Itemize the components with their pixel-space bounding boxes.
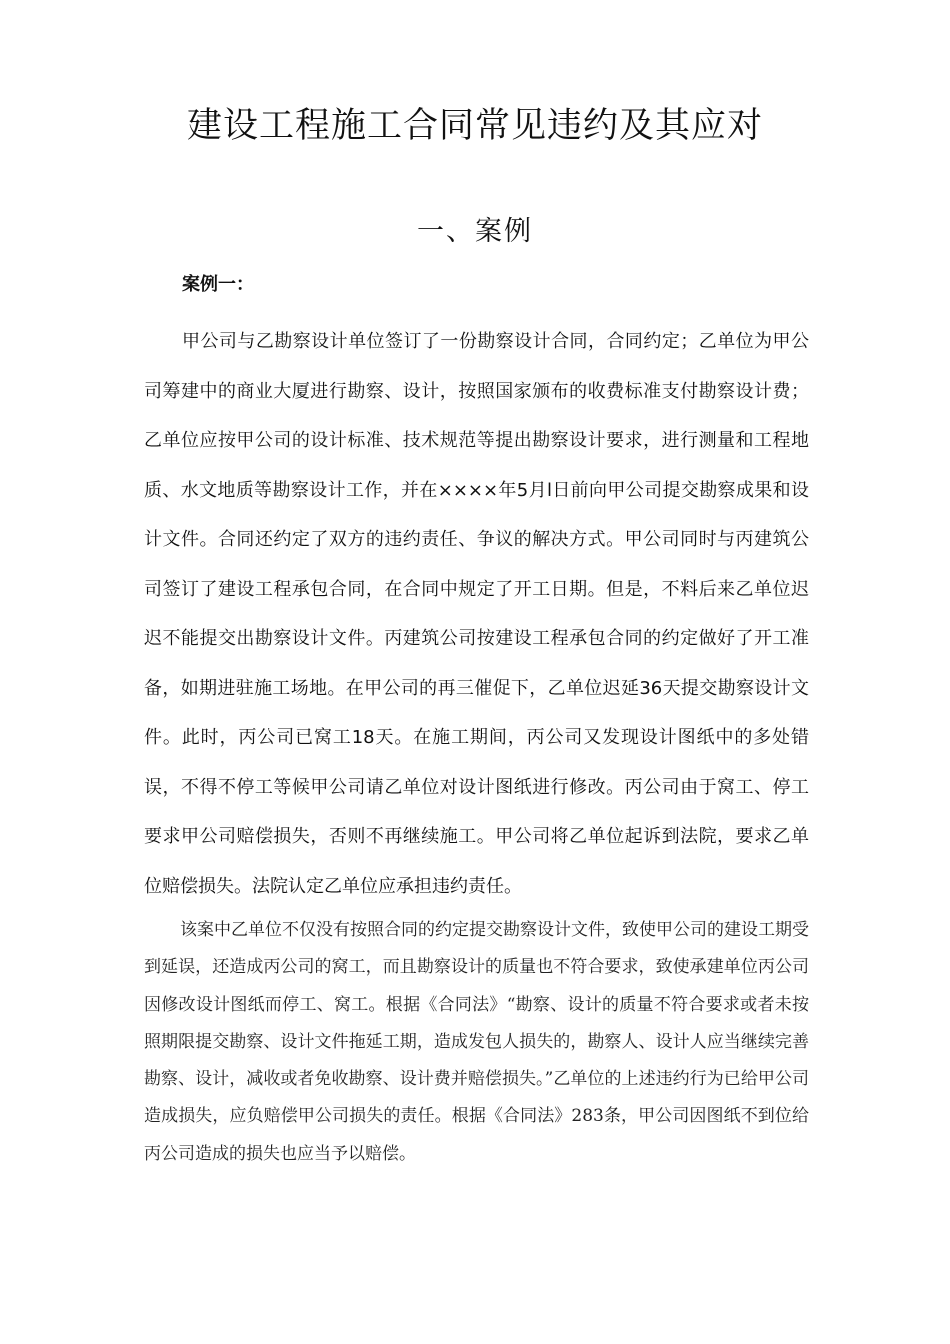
section-heading: 一、案例 — [417, 216, 533, 247]
analysis-paragraph: 该案中乙单位不仅没有按照合同的约定提交勘察设计文件，致使甲公司的建设工期受到延误，还造成丙公司的窝工，而且勘察设计的质量也不符合要求，致使承建单位丙公司因修改设计图纸而停工、窝工。根据《合同法》“勘察、设计的质量不符合要求或者未按照期限提交勘察、设计文件拖延工期，造成发包人损失的，勘察人、设计人应当继续完善勘察、设计，减收或者免收勘察、设计费并赔偿损失。”乙单位的上述违约行为已给甲公司造成损失，应负赔偿甲公司损失的责任。根据《合同法》283条，甲公司因图纸不到位给丙公司造成的损失也应当予以赔偿。 — [144, 920, 809, 1164]
case-paragraph: 甲公司与乙勘察设计单位签订了一份勘察设计合同，合同约定；乙单位为甲公司筹建中的商业大厦进行勘察、设计，按照国家颁布的收费标准支付勘察设计费；乙单位应按甲公司的设计标准、技术规范等提出勘察设计要求，进行测量和工程地质、水文地质等勘察设计工作，并在××××年5月l日前向甲公司提交勘察成果和设计文件。合同还约定了双方的违约责任、争议的解决方式。甲公司同时与丙建筑公司签订了建设工程承包合同，在合同中规定了开工日期。但是，不料后来乙单位迟迟不能提交出勘察设计文件。丙建筑公司按建设工程承包合同的约定做好了开工准备，如期进驻施工场地。在甲公司的再三催促下，乙单位迟延36天提交勘察设计文件。此时，丙公司已窝工18天。在施工期间，丙公司又发现设计图纸中的多处错误，不得不停工等候甲公司请乙单位对设计图纸进行修改。丙公司由于窝工、停工要求甲公司赔偿损失，否则不再继续施工。甲公司将乙单位起诉到法院，要求乙单位赔偿损失。法院认定乙单位应承担违约责任。 — [144, 331, 809, 897]
document-title: 建设工程施工合同常见违约及其应对 — [186, 106, 763, 146]
case-label: 案例一： — [182, 274, 254, 295]
